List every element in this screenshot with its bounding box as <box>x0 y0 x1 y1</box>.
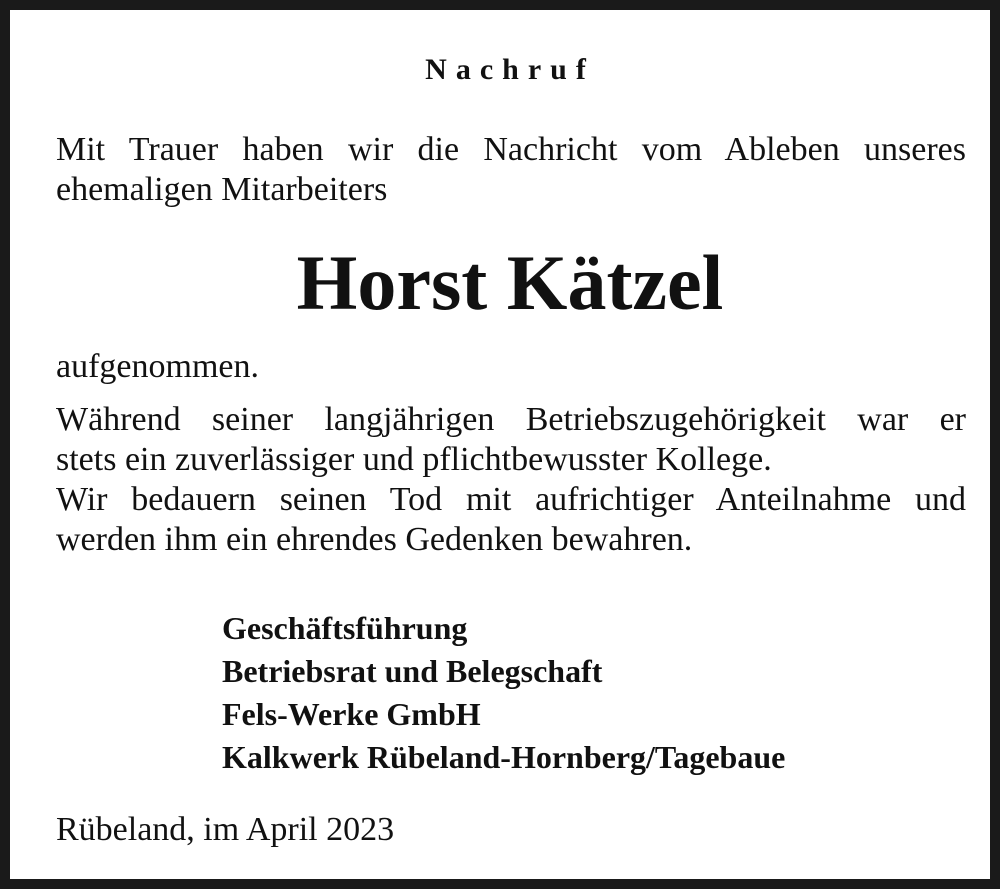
signer-plant: Kalkwerk Rübeland-Hornberg/Tagebaue <box>222 739 786 775</box>
body-line-3: Wir bedauern seinen Tod mit aufrichtiger Anteilnahme und <box>56 481 966 518</box>
after-name-line: aufgenommen. <box>56 348 259 385</box>
obituary-heading: Nachruf <box>425 53 595 86</box>
body-line-2: stets ein zuverlässiger und pflichtbewusster Kollege. <box>56 441 772 478</box>
body-line-4: werden ihm ein ehrendes Gedenken bewahren. <box>56 521 693 558</box>
body-paragraph <box>56 400 966 560</box>
place-date <box>56 810 966 850</box>
deceased-name: Horst Kätzel <box>296 239 724 326</box>
intro-line-2: ehemaligen Mitarbeiters <box>56 171 388 208</box>
signer-management: Geschäftsführung <box>222 610 468 646</box>
body-line-1: Während seiner langjährigen Betriebszugehörigkeit war er <box>56 401 966 438</box>
intro-paragraph <box>56 130 966 210</box>
signer-works-council: Betriebsrat und Belegschaft <box>222 653 603 689</box>
signers-block <box>222 607 785 779</box>
place-date-line: Rübeland, im April 2023 <box>56 811 395 848</box>
signer-company: Fels-Werke GmbH <box>222 696 481 732</box>
after-name-text <box>56 347 966 387</box>
intro-line-1: Mit Trauer haben wir die Nachricht vom Ableben unseres <box>56 131 966 168</box>
